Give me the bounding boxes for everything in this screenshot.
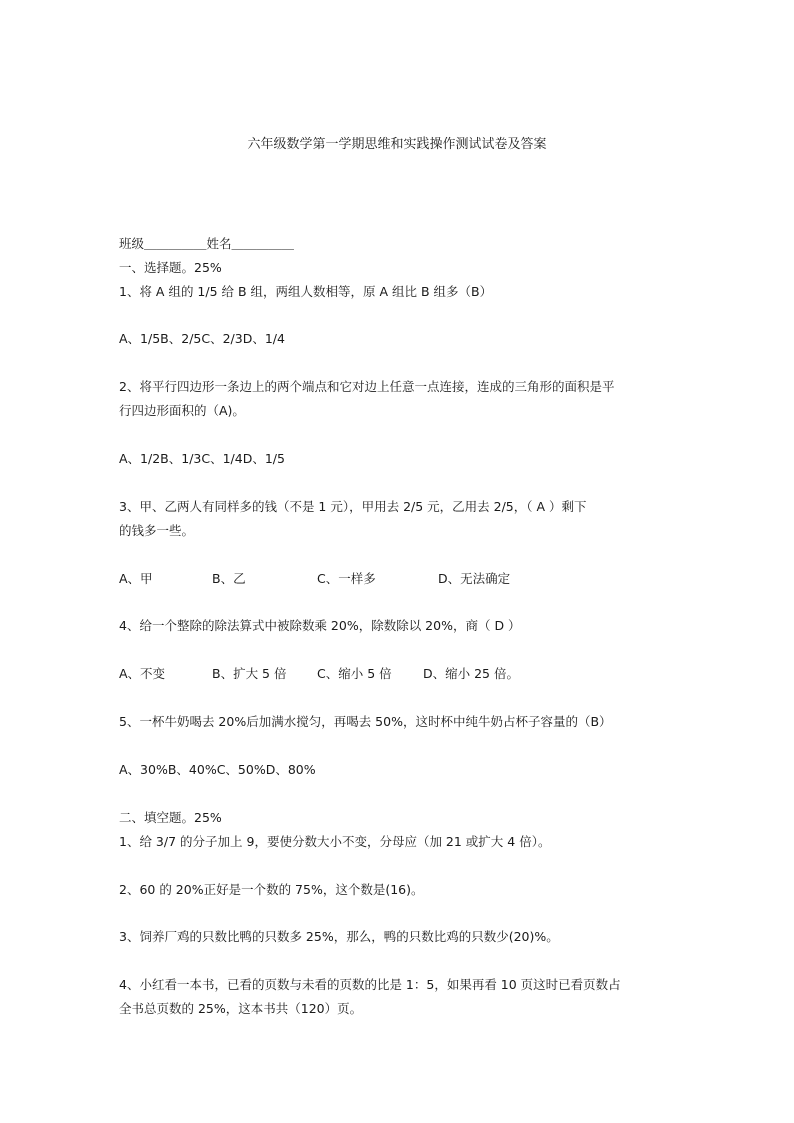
class-name-line: 班级＿＿＿＿＿姓名＿＿＿＿＿ xyxy=(119,236,295,251)
question-5: 5、一杯牛奶喝去 20%后加满水搅匀，再喝去 50%，这时杯中纯牛奶占杯子容量的（B） xyxy=(119,714,612,729)
option-c: C、缩小 5 倍 xyxy=(317,666,392,681)
question-2-options: A、1/2B、1/3C、1/4D、1/5 xyxy=(119,451,285,466)
question-2-line-2: 行四边形面积的（A)。 xyxy=(119,403,245,418)
question-4: 4、给一个整除的除法算式中被除数乘 20%，除数除以 20%，商（ D ） xyxy=(119,618,521,633)
option-c: C、一样多 xyxy=(317,571,376,586)
option-a: A、不变 xyxy=(119,666,166,681)
fill-question-4-line-2: 全书总页数的 25%，这本书共（120）页。 xyxy=(119,1001,363,1016)
section1-heading: 一、选择题。25% xyxy=(119,260,222,275)
fill-question-3: 3、饲养厂鸡的只数比鸭的只数多 25%，那么，鸭的只数比鸡的只数少(20)%。 xyxy=(119,929,559,944)
question-1: 1、将 A 组的 1/5 给 B 组，两组人数相等，原 A 组比 B 组多（B） xyxy=(119,284,493,299)
option-a: A、甲 xyxy=(119,571,153,586)
fill-question-4-line-1: 4、小红看一本书，已看的页数与未看的页数的比是 1：5，如果再看 10 页这时已看页数占 xyxy=(119,977,621,992)
option-b: B、扩大 5 倍 xyxy=(212,666,287,681)
fill-question-1: 1、给 3/7 的分子加上 9，要使分数大小不变，分母应（加 21 或扩大 4 倍）。 xyxy=(119,834,551,849)
question-4-options xyxy=(119,662,679,686)
fill-question-2: 2、60 的 20%正好是一个数的 75%，这个数是(16)。 xyxy=(119,882,424,897)
option-d: D、无法确定 xyxy=(438,571,511,586)
section2-heading: 二、填空题。25% xyxy=(119,810,222,825)
option-d: D、缩小 25 倍。 xyxy=(423,666,519,681)
document-title: 六年级数学第一学期思维和实践操作测试试卷及答案 xyxy=(247,137,547,152)
option-b: B、乙 xyxy=(212,571,246,586)
question-1-options: A、1/5B、2/5C、2/3D、1/4 xyxy=(119,331,285,346)
question-2-line-1: 2、将平行四边形一条边上的两个端点和它对边上任意一点连接，连成的三角形的面积是平 xyxy=(119,379,615,394)
question-3-line-2: 的钱多一些。 xyxy=(119,523,195,538)
question-5-options: A、30%B、40%C、50%D、80% xyxy=(119,762,316,777)
question-3-line-1: 3、甲、乙两人有同样多的钱（不是 1 元），甲用去 2/5 元，乙用去 2/5，（ A ）剩下 xyxy=(119,499,587,514)
question-3-options xyxy=(119,567,679,591)
